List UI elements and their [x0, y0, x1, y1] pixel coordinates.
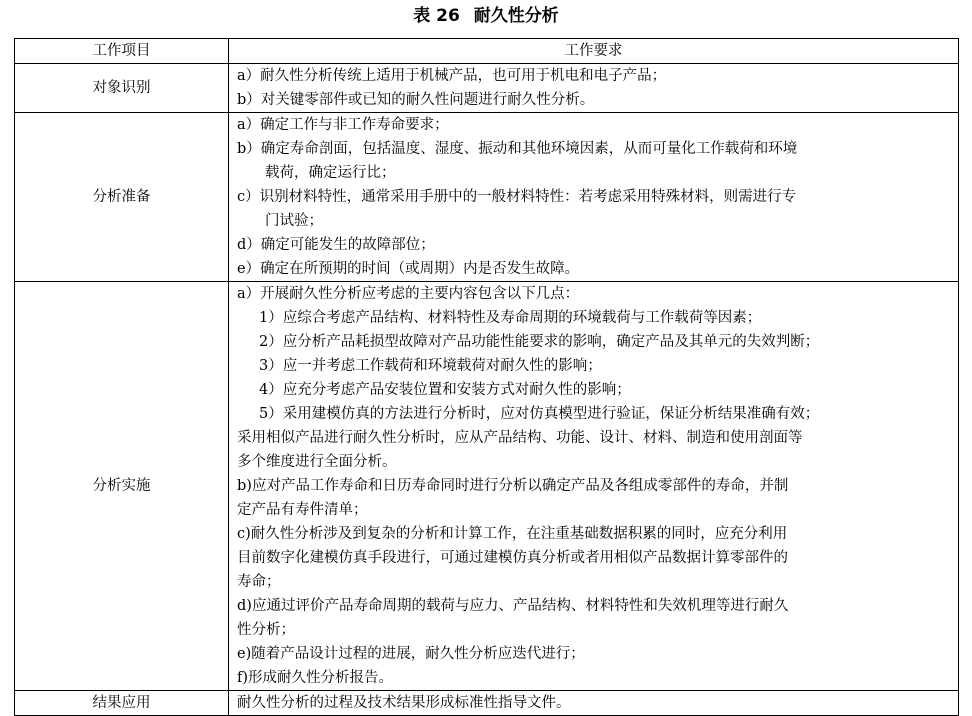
table-caption [0, 2, 972, 30]
requirement-line: 寿命； [237, 574, 281, 590]
header-row [15, 39, 959, 64]
requirement-line: 多个维度进行全面分析。 [237, 454, 397, 470]
row-requirements [229, 691, 959, 716]
row-requirements [229, 64, 959, 113]
requirement-line: a）开展耐久性分析应考虑的主要内容包含以下几点： [237, 286, 580, 302]
requirement-line: 性分析； [237, 622, 295, 638]
row-item-object-identification: 对象识别 [15, 64, 229, 113]
requirement-line: e）确定在所预期的时间（或周期）内是否发生故障。 [237, 261, 580, 277]
row-item-analysis-preparation: 分析准备 [15, 113, 229, 282]
table-number: 表 26 [413, 6, 460, 26]
requirement-line: 采用相似产品进行耐久性分析时，应从产品结构、功能、设计、材料、制造和使用剖面等 [237, 430, 803, 446]
header-work-item: 工作项目 [15, 39, 229, 64]
table-row [15, 113, 959, 282]
requirement-line: c）识别材料特性，通常采用手册中的一般材料特性：若考虑采用特殊材料，则需进行专 [237, 189, 797, 205]
row-item-analysis-implementation: 分析实施 [15, 282, 229, 691]
durability-analysis-table [14, 38, 959, 716]
requirement-line: b）确定寿命剖面，包括温度、湿度、振动和其他环境因素，从而可量化工作载荷和环境 [237, 141, 798, 157]
requirement-subline: 3）应一并考虑工作载荷和环境载荷对耐久性的影响； [259, 358, 602, 374]
requirement-line: 目前数字化建模仿真手段进行，可通过建模仿真分析或者用相似产品数据计算零部件的 [237, 550, 788, 566]
requirement-line: a）确定工作与非工作寿命要求； [237, 117, 449, 133]
requirement-line: c)耐久性分析涉及到复杂的分析和计算工作，在注重基础数据积累的同时，应充分利用 [237, 526, 788, 542]
requirement-line: 门试验； [265, 213, 323, 229]
requirement-line: b)应对产品工作寿命和日历寿命同时进行分析以确定产品及各组成零部件的寿命，并制 [237, 478, 789, 494]
requirement-subline: 1）应综合考虑产品结构、材料特性及寿命周期的环境载荷与工作载荷等因素； [259, 310, 762, 326]
header-work-requirement: 工作要求 [229, 39, 959, 64]
table-title: 耐久性分析 [473, 6, 559, 26]
row-requirements [229, 113, 959, 282]
requirement-line: f)形成耐久性分析报告。 [237, 670, 394, 686]
requirement-line: d)应通过评价产品寿命周期的载荷与应力、产品结构、材料特性和失效机理等进行耐久 [237, 598, 789, 614]
row-item-result-application: 结果应用 [15, 691, 229, 716]
requirement-line: 载荷，确定运行比； [265, 165, 396, 181]
row-requirements [229, 282, 959, 691]
table-row [15, 691, 959, 716]
requirement-line: b）对关键零部件或已知的耐久性问题进行耐久性分析。 [237, 92, 595, 108]
requirement-subline: 2）应分析产品耗损型故障对产品功能性能要求的影响，确定产品及其单元的失效判断； [259, 334, 820, 350]
requirement-line: 耐久性分析的过程及技术结果形成标准性指导文件。 [237, 695, 571, 711]
requirement-line: 定产品有寿件清单； [237, 502, 368, 518]
requirement-line: e)随着产品设计过程的进展，耐久性分析应迭代进行； [237, 646, 585, 662]
requirement-line: a）耐久性分析传统上适用于机械产品，也可用于机电和电子产品； [237, 68, 667, 84]
requirement-subline: 5）采用建模仿真的方法进行分析时，应对仿真模型进行验证，保证分析结果准确有效； [259, 406, 820, 422]
table-row [15, 64, 959, 113]
table-row [15, 282, 959, 691]
requirement-line: d）确定可能发生的故障部位； [237, 237, 435, 253]
requirement-subline: 4）应充分考虑产品安装位置和安装方式对耐久性的影响； [259, 382, 631, 398]
